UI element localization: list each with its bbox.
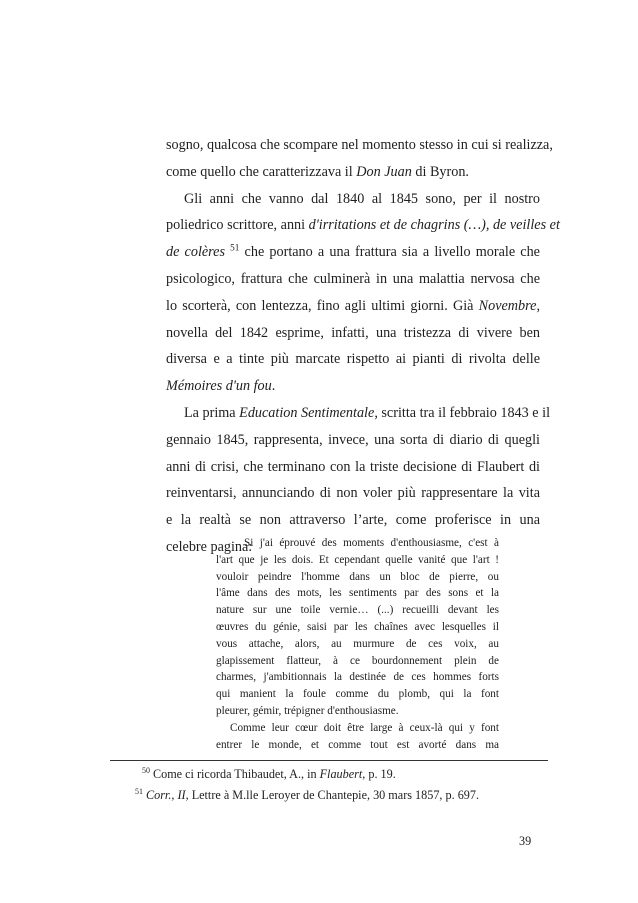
italic-title: Novembre,	[478, 297, 540, 314]
footnote-number: 51	[135, 786, 143, 796]
body-line	[166, 266, 540, 293]
text-run: .	[271, 378, 276, 395]
text-run: novella del 1842 esprime, infatti, una tristezza di vivere ben	[166, 324, 540, 341]
body-line	[166, 159, 540, 186]
text-run: di Byron.	[411, 163, 469, 180]
quote-line: glapissement flatteur, à ce bourdonnement plein de	[216, 654, 499, 667]
page-number: 39	[519, 834, 532, 848]
footnote-text: Come ci ricorda Thibaudet, A., in	[149, 767, 320, 781]
italic-title: Mémoires d'un fou	[166, 378, 272, 395]
footnote-italic: Flaubert	[319, 767, 363, 781]
quote-line: vous attache, alors, au murmure de ces voix, au	[216, 637, 499, 650]
block-quote	[216, 535, 499, 753]
quote-line: pleurer, gémir, trépigner d'enthousiasme.	[216, 704, 399, 717]
footnote-number: 50	[142, 765, 150, 775]
text-run: sogno, qualcosa che scompare nel momento stesso in cui si realizza,	[166, 137, 553, 153]
text-run: gennaio 1845, rappresenta, invece, una sorta di diario di quegli	[166, 431, 540, 448]
text-run: celebre pagina:	[166, 538, 253, 555]
body-line	[166, 480, 540, 507]
italic-quote: d'irritations et de chagrins (…), de veilles et	[308, 217, 560, 234]
footnote-ref: 51	[230, 242, 240, 253]
quote-line: l'âme dans des mots, les sentiments par des sons et la	[216, 587, 499, 600]
body-line	[166, 293, 540, 320]
text-run: lo scorterà, con lentezza, fino agli ultimi giorni. Già	[166, 297, 479, 314]
text-run: reinventarsi, annunciando di non voler più rappresentare la vita	[166, 485, 540, 502]
text-run: che portano a una frattura sia a livello morale che	[239, 244, 540, 261]
body-line	[166, 400, 551, 427]
quote-line: Comme leur cœur doit être large à ceux-là qui y font	[230, 721, 499, 734]
footnote-51	[135, 788, 479, 803]
body-line	[166, 427, 540, 454]
quote-line: entrer le monde, et comme tout est avorté dans ma	[216, 738, 499, 751]
body-line	[166, 132, 553, 159]
body-line	[166, 239, 540, 266]
italic-title: Education Sentimentale	[239, 404, 375, 421]
body-line	[166, 373, 540, 400]
text-run: La prima	[184, 404, 240, 421]
italic-title: Don Juan	[356, 163, 412, 180]
quote-line: Si j'ai éprouvé des moments d'enthousiasme, c'est à	[244, 537, 499, 549]
body-line	[166, 507, 540, 534]
quote-line: nature sur une toile vernie… (...) recueilli devant les	[216, 604, 499, 617]
quote-line: charmes, j'ambitionnais la destinée de ces hommes forts	[216, 671, 499, 684]
quote-line: qui manient la foule comme du plomb, qui la font	[216, 688, 499, 701]
body-line	[166, 320, 540, 347]
text-run: anni di crisi, che terminano con la triste decisione di Flaubert di	[166, 458, 540, 475]
body-text	[166, 132, 560, 561]
text-run: come quello che caratterizzava il	[166, 163, 357, 180]
quote-line: vouloir peindre l'homme dans un bloc de pierre, ou	[216, 570, 499, 583]
text-run: psicologico, frattura che culminerà in una malattia nervosa che	[166, 270, 540, 287]
text-run: e la realtà se non attraverso l’arte, come proferisce in una	[166, 512, 540, 529]
quote-line: œuvres du génie, saisi par les chaînes avec lesquelles il	[216, 620, 499, 633]
body-line	[166, 346, 540, 373]
body-line	[166, 186, 540, 213]
text-run: poliedrico scrittore, anni	[166, 217, 309, 234]
italic-quote: de colères	[166, 244, 225, 261]
footnote-text: , p. 19.	[362, 767, 396, 781]
footnote-italic: Corr., II,	[142, 788, 189, 802]
body-line	[166, 212, 560, 239]
text-run: diversa e a tinte più marcate rispetto ai pianti di rivolta delle	[166, 351, 540, 368]
footnote-separator	[110, 760, 548, 761]
quote-line: l'art que je les dois. Et cependant quelle vanité que l'art !	[216, 553, 499, 566]
text-run: Gli anni che vanno dal 1840 al 1845 sono, per il nostro	[184, 190, 540, 207]
footnote-text: Lettre à M.lle Leroyer de Chantepie, 30 mars 1857, p. 697.	[188, 788, 480, 802]
body-line	[166, 454, 540, 481]
text-run: , scritta tra il febbraio 1843 e il	[374, 404, 551, 421]
footnote-50	[142, 767, 396, 782]
